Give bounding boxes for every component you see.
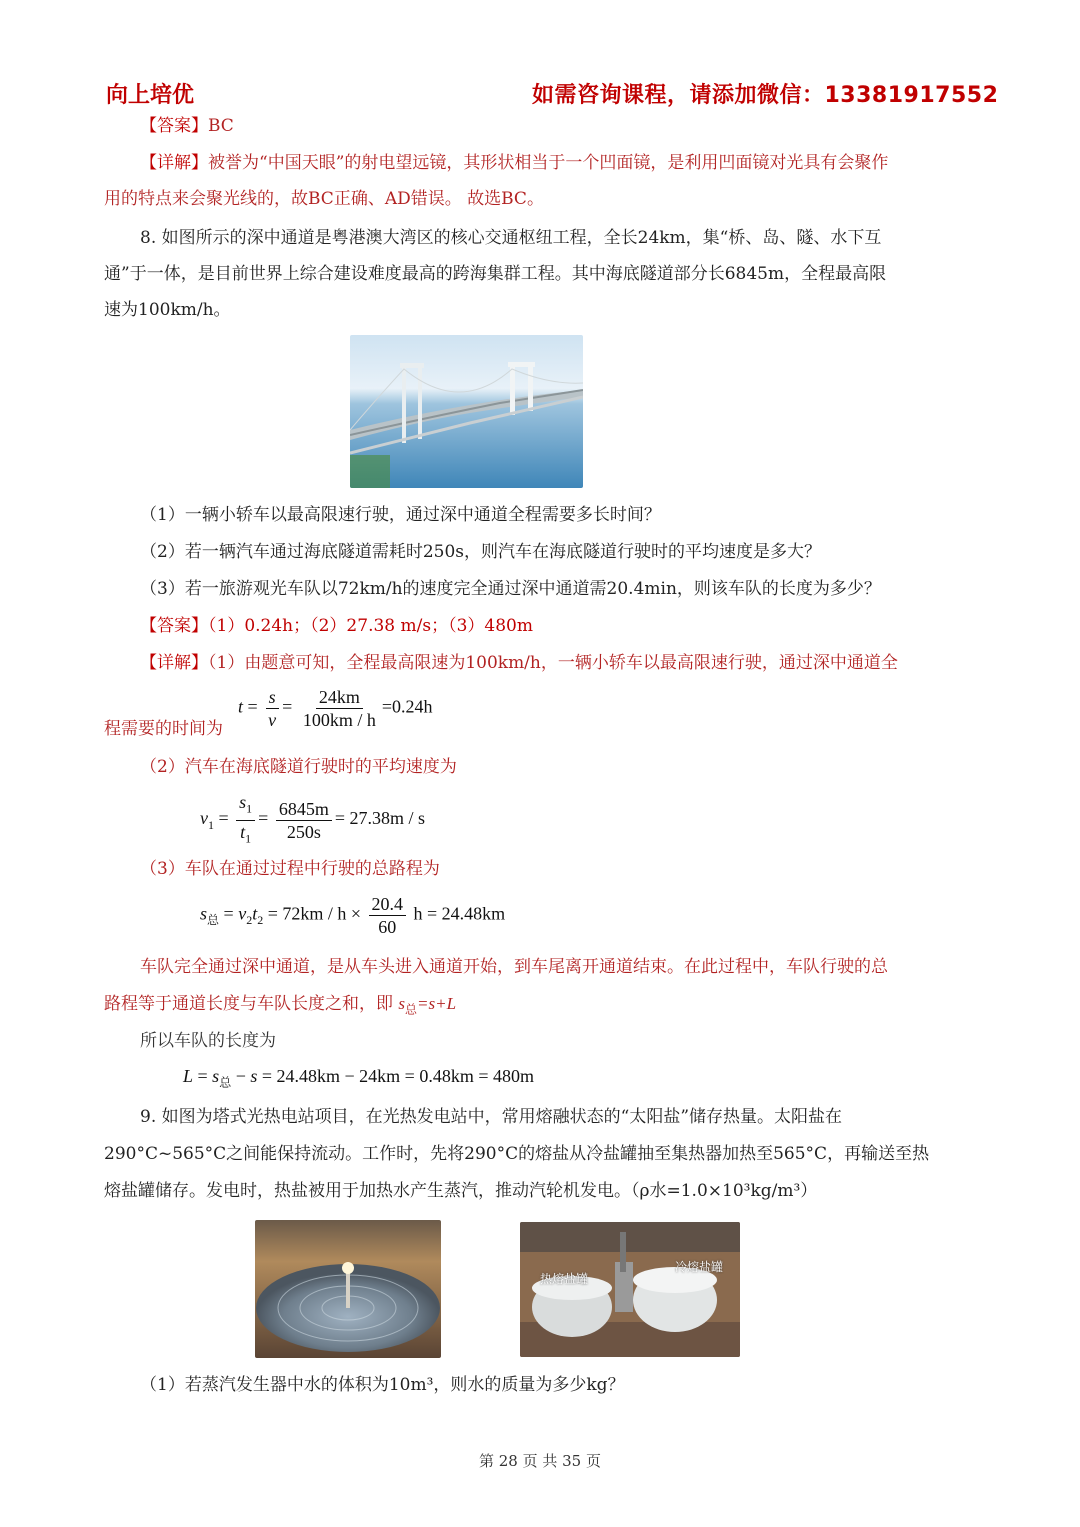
eq3-den: 60 bbox=[378, 917, 397, 937]
q8-detail1 bbox=[140, 651, 898, 675]
eq1-result: =0.24h bbox=[381, 696, 433, 717]
eq3-num: 20.4 bbox=[369, 893, 407, 916]
detail4b-text: 路程等于通道长度与车队长度之和，即 bbox=[104, 994, 393, 1014]
q8-line2: 通”于一体，是目前世界上综合建设难度最高的跨海集群工程。其中海底隧道部分长6845m，全程最高限 bbox=[104, 264, 887, 284]
solar-tower-photo bbox=[255, 1220, 441, 1358]
q9-line3: 熔盐罐储存。发电时，热盐被用于加热水产生蒸汽，推动汽轮机发电。（ρ水=1.0×10³kg/m³） bbox=[104, 1181, 818, 1201]
q8-detail3: （3）车队在通过过程中行驶的总路程为 bbox=[140, 859, 440, 879]
q8-answer bbox=[140, 614, 533, 638]
salt-tank-photo bbox=[520, 1222, 740, 1357]
eq1-den: v bbox=[268, 710, 277, 730]
eq1-lhs: t bbox=[238, 696, 244, 717]
q8-line1: 8. 如图所示的深中通道是粤港澳大湾区的核心交通枢纽工程，全长24km，集“桥、岛、隧、水下互 bbox=[140, 228, 882, 248]
brand-title: 向上培优 bbox=[106, 83, 195, 108]
bridge-illustration bbox=[350, 335, 583, 488]
eq2-fraction-values bbox=[276, 798, 332, 843]
eq1-fraction-sv bbox=[265, 686, 279, 731]
q8-sub1: （1）一辆小轿车以最高限速行驶，通过深中通道全程需要多长时间？ bbox=[140, 505, 661, 525]
eq1-den2: 100km / h bbox=[302, 710, 376, 730]
eq2-den: 250s bbox=[286, 821, 321, 842]
q9-line2: 290°C~565°C之间能保持流动。工作时，先将290°C的熔盐从冷盐罐抽至集热器加热至565°C，再输送至热 bbox=[104, 1144, 930, 1164]
detail-text: 被誉为“中国天眼”的射电望远镜，其形状相当于一个凹面镜，是利用凹面镜对光具有会聚作 bbox=[208, 153, 889, 173]
detail-tag: 【详解】 bbox=[140, 153, 208, 173]
q8-detail2: （2）汽车在海底隧道行驶时的平均速度为 bbox=[140, 757, 457, 777]
eq1-num: s bbox=[268, 687, 276, 707]
eq2-result: = 27.38m / s bbox=[334, 808, 426, 829]
bridge-photo bbox=[350, 335, 583, 488]
detail-text: （1）由题意可知，全程最高限速为100km/h，一辆小轿车以最高限速行驶，通过深中通道全 bbox=[208, 653, 898, 673]
eq1-fraction-values bbox=[300, 686, 379, 731]
answer-text: （1）0.24h；（2）27.38 m/s；（3）480m bbox=[208, 616, 533, 636]
q9-sub1: （1）若蒸汽发生器中水的体积为10m³，则水的质量为多少kg？ bbox=[140, 1375, 625, 1395]
prev-detail-line2: 用的特点来会聚光线的，故BC正确、AD错误。 故选BC。 bbox=[104, 189, 544, 209]
prev-detail-line1 bbox=[140, 151, 888, 175]
contact-info: 如需咨询课程，请添加微信：13381917552 bbox=[532, 83, 999, 108]
prev-answer bbox=[140, 114, 234, 138]
q8-line3: 速为100km/h。 bbox=[104, 300, 231, 320]
answer-tag: 【答案】 bbox=[140, 616, 208, 636]
answer-tag: 【答案】 bbox=[140, 116, 208, 136]
eq2-fraction-st: $\frac{s_1}{t_1}$ bbox=[236, 791, 255, 849]
eq2-num: 6845m bbox=[276, 798, 332, 821]
eq3-result: h = 24.48km bbox=[413, 903, 506, 924]
q8-detail4c: 所以车队的长度为 bbox=[140, 1031, 276, 1051]
page-number: 第 28 页 共 35 页 bbox=[478, 1452, 601, 1470]
q8-sub2: （2）若一辆汽车通过海底隧道需耗时250s，则汽车在海底隧道行驶时的平均速度是多大？ bbox=[140, 542, 821, 562]
eq3-mid: = 72km / h × bbox=[267, 903, 362, 924]
q8-sub3: （3）若一旅游观光车队以72km/h的速度完全通过深中通道需20.4min，则该车队的长度为多少？ bbox=[140, 579, 881, 599]
equation-3: $s_总 = v_2t_2 = 72km / h$ × $\frac{20.4}{60}$ h = 24.48km bbox=[200, 894, 506, 937]
solar-field-illustration bbox=[255, 1220, 441, 1358]
q8-detail4b: 路程等于通道长度与车队长度之和，即 $s_总=s+L$ bbox=[104, 994, 457, 1017]
equation-1: t = $\frac{s}{v}$ = $\frac{24km}{100km / h}$ =0.24h bbox=[238, 687, 433, 730]
eq1-num2: 24km bbox=[316, 686, 363, 709]
eq3-fraction bbox=[369, 893, 407, 938]
equation-4: $L = s_总 - s = 24.48km - 24km = 0.48km = 480m$ bbox=[183, 1066, 534, 1090]
answer-text: BC bbox=[208, 116, 234, 136]
cold-tank-label: 冷熔盐罐 bbox=[675, 1260, 724, 1274]
eq4-result: = 24.48km − 24km = 0.48km = 480m bbox=[261, 1066, 534, 1086]
equation-2: $v_1$ = $\frac{s_1}{t_1}$ = $\frac{6845m}{250s}$ = 27.38m / s bbox=[200, 791, 425, 849]
hot-tank-label: 热熔盐罐 bbox=[540, 1272, 589, 1286]
q8-detail4a: 车队完全通过深中通道，是从车头进入通道开始，到车尾离开通道结束。在此过程中，车队行驶的总 bbox=[140, 957, 888, 977]
q8-detail1b: 程需要的时间为 bbox=[104, 719, 223, 739]
q9-line1: 9. 如图为塔式光热电站项目，在光热发电站中，常用熔融状态的“太阳盐”储存热量。太阳盐在 bbox=[140, 1107, 843, 1127]
detail-tag: 【详解】 bbox=[140, 653, 208, 673]
salt-tank-illustration bbox=[520, 1222, 740, 1357]
